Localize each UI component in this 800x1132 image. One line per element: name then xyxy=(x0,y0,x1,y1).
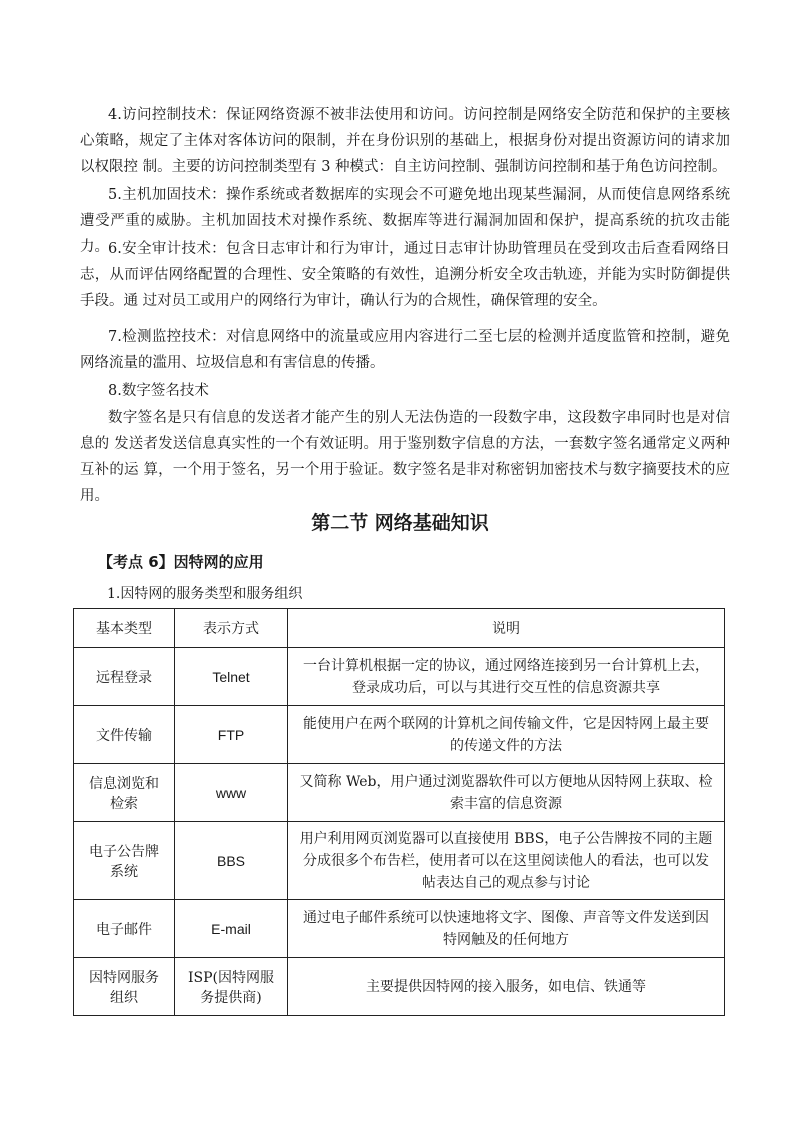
table-row xyxy=(74,706,725,764)
type-cell: 文件传输 xyxy=(74,706,175,764)
type-cell: 远程登录 xyxy=(74,648,175,706)
notation-cell: BBS xyxy=(175,822,288,900)
type-cell: 信息浏览和检索 xyxy=(74,764,175,822)
header-cell: 基本类型 xyxy=(74,609,175,648)
type-cell: 电子公告牌系统 xyxy=(74,822,175,900)
section-title: 第二节 网络基础知识 xyxy=(311,512,489,534)
table-caption: 1.因特网的服务类型和服务组织 xyxy=(107,586,303,602)
paragraph-access-control: 4.访问控制技术：保证网络资源不被非法使用和访问。访问控制是网络安全防范和保护的主要核心策略，规定了主体对客体访问的限制，并在身份识别的基础上，根据身份对提出资源访问的请求加以权限控 制。主要的访问控制类型有 3 种模式：自主访问控制、强制访问控制和基于角色访问控制。 xyxy=(80,107,730,175)
paragraph-digital-signature-heading: 8.数字签名技术 xyxy=(108,383,209,399)
type-cell: 电子邮件 xyxy=(74,900,175,958)
description-cell: 能使用户在两个联网的计算机之间传输文件，它是因特网上最主要的传递文件的方法 xyxy=(288,706,725,764)
notation-cell: Telnet xyxy=(175,648,288,706)
description-cell: 通过电子邮件系统可以快速地将文字、图像、声音等文件发送到因特网触及的任何地方 xyxy=(288,900,725,958)
exam-point-heading: 【考点 6】因特网的应用 xyxy=(98,553,264,571)
service-types-table xyxy=(73,608,725,1016)
paragraph-digital-signature: 数字签名是只有信息的发送者才能产生的别人无法伪造的一段数字串，这段数字串同时也是对信息的 发送者发送信息真实性的一个有效证明。用于鉴别数字信息的方法，一套数字签名通常定义两种互补的运 算，一个用于签名，另一个用于验证。数字签名是非对称密钥加密技术与数字摘要技术的应用。 xyxy=(80,410,730,504)
description-cell: 又简称 Web，用户通过浏览器软件可以方便地从因特网上获取、检索丰富的信息资源 xyxy=(288,764,725,822)
table-row xyxy=(74,958,725,1016)
type-cell: 因特网服务组织 xyxy=(74,958,175,1016)
table-row xyxy=(74,900,725,958)
paragraph-detection-monitoring: 7.检测监控技术：对信息网络中的流量或应用内容进行二至七层的检测并适度监管和控制，避免网络流量的滥用、垃圾信息和有害信息的传播。 xyxy=(80,329,730,371)
notation-cell: FTP xyxy=(175,706,288,764)
table-header-row xyxy=(74,609,725,648)
header-cell: 说明 xyxy=(288,609,725,648)
paragraph-security-audit: 6.安全审计技术：包含日志审计和行为审计，通过日志审计协助管理员在受到攻击后查看网络日志，从而评估网络配置的合理性、安全策略的有效性，追溯分析安全攻击轨迹，并能为实时防御提供手段。通 过对员工或用户的网络行为审计，确认行为的合规性，确保管理的安全。 xyxy=(80,241,730,309)
table-row xyxy=(74,648,725,706)
description-cell: 用户利用网页浏览器可以直接使用 BBS，电子公告牌按不同的主题分成很多个布告栏，使用者可以在这里阅读他人的看法，也可以发帖表达自己的观点参与讨论 xyxy=(288,822,725,900)
notation-cell: www xyxy=(175,764,288,822)
paragraph-host-hardening: 5.主机加固技术：操作系统或者数据库的实现会不可避免地出现某些漏洞，从而使信息网络系统遭受严重的威胁。主机加固技术对操作系统、数据库等进行漏洞加固和保护，提高系统的抗攻击能力。 xyxy=(80,187,730,255)
table-row xyxy=(74,822,725,900)
notation-cell: E-mail xyxy=(175,900,288,958)
notation-cell: ISP(因特网服务提供商) xyxy=(175,958,288,1016)
description-cell: 一台计算机根据一定的协议，通过网络连接到另一台计算机上去，登录成功后，可以与其进行交互性的信息资源共享 xyxy=(288,648,725,706)
table-row xyxy=(74,764,725,822)
header-cell: 表示方式 xyxy=(175,609,288,648)
description-cell: 主要提供因特网的接入服务，如电信、铁通等 xyxy=(288,958,725,1016)
